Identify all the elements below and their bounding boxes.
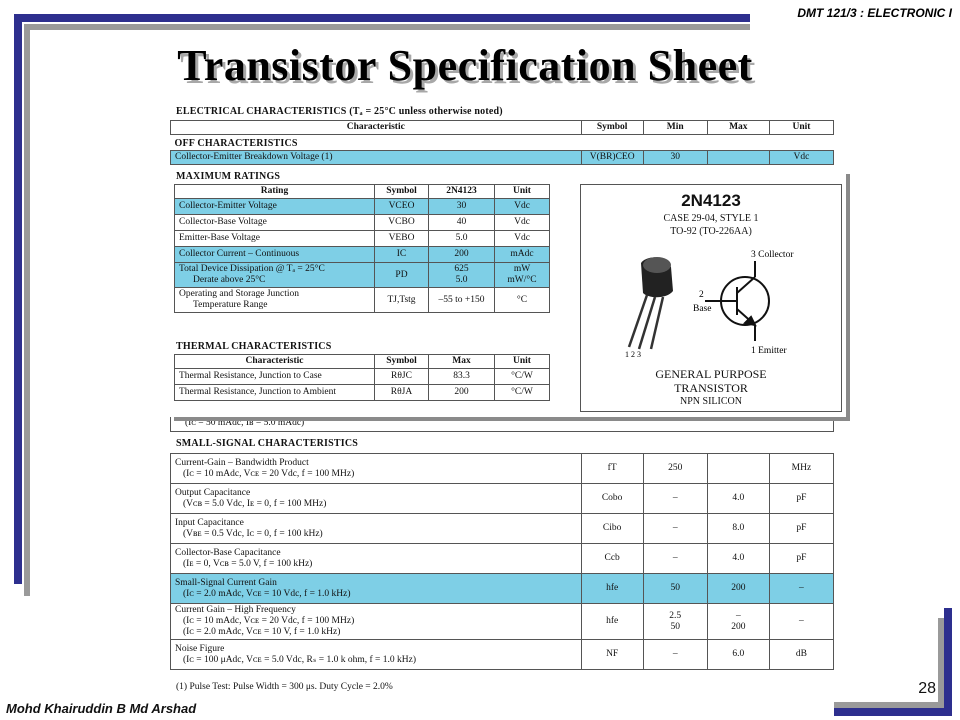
table-row (175, 263, 550, 288)
char-line-2: (Iᴄ = 10 mAdc, Vᴄᴇ = 20 Vdc, f = 100 MHz) (183, 616, 355, 626)
to92-package-icon (629, 257, 673, 349)
max-line-1: 6.0 (732, 649, 745, 659)
cell-symbol: VCBO (375, 215, 429, 231)
col-min: Min (643, 121, 707, 135)
device-desc-2: TRANSISTOR (674, 381, 748, 395)
cell-unit (495, 199, 550, 215)
table-row (171, 544, 834, 574)
cell-char (171, 544, 582, 574)
cell-max (707, 484, 769, 514)
min-line-1: 2.5 (669, 610, 682, 621)
frame-left (14, 14, 22, 584)
char-line-1: Noise Figure (175, 643, 225, 654)
rating-line-1: Collector-Base Voltage (179, 217, 267, 227)
cell-char: Thermal Resistance, Junction to Case (175, 369, 375, 385)
col-unit: Unit (495, 185, 550, 199)
device-part: 2N4123 (681, 191, 741, 210)
char-line-1: Collector-Base Capacitance (175, 547, 281, 558)
cell-unit: MHz (769, 454, 833, 484)
cell-max: 83.3 (429, 369, 495, 385)
cell-unit: Vdc (769, 151, 833, 165)
cell-rating (175, 231, 375, 247)
rating-line-1: Collector-Emitter Voltage (179, 201, 277, 211)
cell-unit: pF (769, 484, 833, 514)
table-row (175, 199, 550, 215)
partial-row-text: (Iᴄ = 50 mAdc, Iʙ = 5.0 mAdc) (185, 418, 305, 428)
max-ratings-table (174, 184, 550, 313)
max-ratings-overlay (170, 170, 846, 417)
cell-char: Collector-Emitter Breakdown Voltage (1) (171, 151, 582, 165)
pulse-note: (1) Pulse Test: Pulse Width = 300 μs. Duty Cycle = 2.0% (176, 682, 393, 692)
rating-line-2: Derate above 25°C (193, 275, 266, 285)
base-label: Base (693, 304, 712, 314)
collector-label: 3 Collector (751, 250, 794, 260)
off-title: OFF CHARACTERISTICS (174, 138, 298, 149)
cell-value (429, 215, 495, 231)
table-row (175, 247, 550, 263)
table-row (171, 151, 834, 165)
unit-line-2: mW/°C (507, 275, 537, 285)
min-line-1: 250 (668, 463, 683, 473)
cell-min (643, 484, 707, 514)
value-line-1: –55 to +150 (438, 294, 485, 305)
cell-unit (495, 247, 550, 263)
char-line-1: Input Capacitance (175, 517, 244, 528)
table-row (171, 514, 834, 544)
col-max: Max (707, 121, 769, 135)
rating-line-1: Total Device Dissipation @ Tₐ = 25°C (179, 264, 325, 274)
cell-unit: – (769, 604, 833, 640)
char-line-2: (Iᴄ = 10 mAdc, Vᴄᴇ = 20 Vdc, f = 100 MHz) (183, 468, 355, 479)
base-number: 2 (699, 290, 704, 300)
col-characteristic: Characteristic (175, 355, 375, 369)
cell-symbol: RθJA (375, 385, 429, 401)
col-characteristic: Characteristic (171, 121, 582, 135)
table-row (175, 385, 550, 401)
col-symbol: Symbol (581, 121, 643, 135)
col-part: 2N4123 (429, 185, 495, 199)
min-line-1: 50 (670, 583, 680, 593)
cell-symbol: IC (375, 247, 429, 263)
char-line-3: (Iᴄ = 2.0 mAdc, Vᴄᴇ = 10 V, f = 1.0 kHz) (183, 627, 341, 637)
cell-max (707, 604, 769, 640)
cell-rating (175, 263, 375, 288)
char-line-1: Output Capacitance (175, 487, 251, 498)
frame-top-shadow (30, 24, 750, 30)
value-line-1: 200 (454, 249, 469, 259)
cell-symbol: Cobo (581, 484, 643, 514)
npn-symbol-icon (705, 261, 769, 341)
cell-unit (495, 263, 550, 288)
transistor-diagram (581, 241, 843, 361)
char-line-2: (Iᴄ = 100 μAdc, Vᴄᴇ = 5.0 Vdc, Rₛ = 1.0 k ohm, f = 1.0 kHz) (183, 654, 417, 665)
rating-line-1: Operating and Storage Junction (179, 289, 300, 299)
cell-symbol: Ccb (581, 544, 643, 574)
max-line-1: 8.0 (732, 523, 745, 533)
cell-min (643, 604, 707, 640)
max-line-1: – (735, 610, 741, 621)
cell-symbol: PD (375, 263, 429, 288)
thermal-table (174, 354, 550, 401)
cell-max (707, 151, 769, 165)
col-symbol: Symbol (375, 185, 429, 199)
char-line-2: (Iᴄ = 2.0 mAdc, Vᴄᴇ = 10 Vdc, f = 1.0 kHz) (183, 588, 351, 599)
value-line-1: 625 (454, 264, 469, 274)
table-row (171, 604, 834, 640)
device-package: TO-92 (TO-226AA) (670, 226, 752, 237)
small-signal-title: SMALL-SIGNAL CHARACTERISTICS (176, 438, 359, 449)
max-line-1: 4.0 (732, 553, 745, 563)
frame-bottom (834, 708, 952, 716)
char-line-2: (Vᴄʙ = 5.0 Vdc, Iᴇ = 0, f = 100 MHz) (183, 498, 327, 509)
table-row (175, 215, 550, 231)
cell-symbol: RθJC (375, 369, 429, 385)
cell-unit: dB (769, 640, 833, 670)
cell-char (171, 640, 582, 670)
cell-min (643, 514, 707, 544)
cell-rating (175, 288, 375, 313)
rating-line-2: Temperature Range (193, 300, 268, 310)
cell-char (171, 604, 582, 640)
cell-symbol: VCEO (375, 199, 429, 215)
value-line-1: 40 (456, 217, 467, 227)
char-line-1: Current-Gain – Bandwidth Product (175, 457, 309, 468)
char-line-1: Current Gain – High Frequency (175, 605, 296, 615)
cell-max (707, 454, 769, 484)
cell-rating (175, 247, 375, 263)
col-max: Max (429, 355, 495, 369)
value-line-1: 30 (456, 201, 467, 211)
max-ratings-title: MAXIMUM RATINGS (176, 171, 281, 182)
col-symbol: Symbol (375, 355, 429, 369)
cell-unit (495, 231, 550, 247)
col-unit: Unit (495, 355, 550, 369)
emitter-label: 1 Emitter (751, 346, 787, 356)
min-line-1: – (672, 493, 678, 503)
cell-symbol: Cibo (581, 514, 643, 544)
cell-value (429, 247, 495, 263)
cell-symbol: hfe (581, 574, 643, 604)
min-line-1: – (672, 649, 678, 659)
cell-min (643, 640, 707, 670)
table-row (171, 640, 834, 670)
max-line-1: 4.0 (732, 493, 745, 503)
char-line-1: Small-Signal Current Gain (175, 577, 277, 588)
unit-line-1: mAdc (510, 249, 534, 259)
device-box (580, 184, 842, 412)
max-line-1: 200 (731, 583, 746, 593)
cell-unit: pF (769, 544, 833, 574)
table-row (175, 369, 550, 385)
char-line-2: (Iᴇ = 0, Vᴄʙ = 5.0 V, f = 100 kHz) (183, 558, 313, 569)
cell-max (707, 514, 769, 544)
cell-min (643, 544, 707, 574)
cell-char (171, 454, 582, 484)
unit-line-1: °C (516, 294, 528, 305)
cell-value (429, 263, 495, 288)
slide-title: Transistor Specification Sheet (177, 41, 753, 90)
cell-unit (495, 288, 550, 313)
author-name: Mohd Khairuddin B Md Arshad (6, 701, 197, 716)
cell-char (171, 574, 582, 604)
cell-symbol: VEBO (375, 231, 429, 247)
unit-line-1: Vdc (514, 201, 530, 211)
min-line-1: – (672, 553, 678, 563)
cell-min: 30 (643, 151, 707, 165)
cell-rating (175, 215, 375, 231)
cell-unit: °C/W (495, 385, 550, 401)
electrical-title: ELECTRICAL CHARACTERISTICS (Tₐ = 25°C unless otherwise noted) (176, 106, 503, 117)
col-rating: Rating (175, 185, 375, 199)
col-unit: Unit (769, 121, 833, 135)
partial-row (170, 416, 834, 432)
unit-line-1: mW (513, 264, 531, 274)
cell-value (429, 288, 495, 313)
value-line-2: 5.0 (455, 275, 468, 285)
rating-line-1: Collector Current – Continuous (179, 249, 300, 259)
cell-symbol: hfe (581, 604, 643, 640)
page-number: 28 (918, 680, 936, 697)
rating-line-1: Emitter-Base Voltage (179, 233, 260, 243)
cell-symbol: NF (581, 640, 643, 670)
frame-left-shadow (24, 24, 30, 596)
min-line-1: – (672, 523, 678, 533)
frame-top (14, 14, 750, 22)
table-row (171, 484, 834, 514)
table-row (171, 454, 834, 484)
unit-line-1: Vdc (514, 217, 530, 227)
value-line-1: 5.0 (455, 233, 468, 243)
cell-min (643, 454, 707, 484)
cell-max (707, 640, 769, 670)
device-case: CASE 29-04, STYLE 1 (663, 213, 759, 224)
cell-value (429, 231, 495, 247)
cell-unit: °C/W (495, 369, 550, 385)
table-row (175, 231, 550, 247)
cell-unit: – (769, 574, 833, 604)
cell-rating (175, 199, 375, 215)
cell-max (707, 544, 769, 574)
min-line-2: 50 (670, 621, 680, 632)
cell-symbol: TJ,Tstg (375, 288, 429, 313)
cell-unit (495, 215, 550, 231)
cell-max: 200 (429, 385, 495, 401)
electrical-table (170, 120, 834, 165)
cell-symbol: fT (581, 454, 643, 484)
max-line-2: 200 (731, 621, 746, 632)
cell-value (429, 199, 495, 215)
device-desc-1: GENERAL PURPOSE (655, 367, 767, 381)
cell-char (171, 484, 582, 514)
cell-char (171, 514, 582, 544)
cell-min (643, 574, 707, 604)
cell-max (707, 574, 769, 604)
unit-line-1: Vdc (514, 233, 530, 243)
pin-numbers: 1 2 3 (625, 350, 641, 359)
cell-unit: pF (769, 514, 833, 544)
cell-symbol: V(BR)CEO (581, 151, 643, 165)
table-row (175, 288, 550, 313)
small-signal-table (170, 453, 834, 670)
cell-char: Thermal Resistance, Junction to Ambient (175, 385, 375, 401)
device-desc-3: NPN SILICON (680, 396, 742, 407)
thermal-title: THERMAL CHARACTERISTICS (176, 341, 332, 352)
frame-right (944, 608, 952, 716)
table-row (171, 574, 834, 604)
course-code: DMT 121/3 : ELECTRONIC I (797, 6, 952, 20)
char-line-2: (Vʙᴇ = 0.5 Vdc, Iᴄ = 0, f = 100 kHz) (183, 528, 323, 539)
